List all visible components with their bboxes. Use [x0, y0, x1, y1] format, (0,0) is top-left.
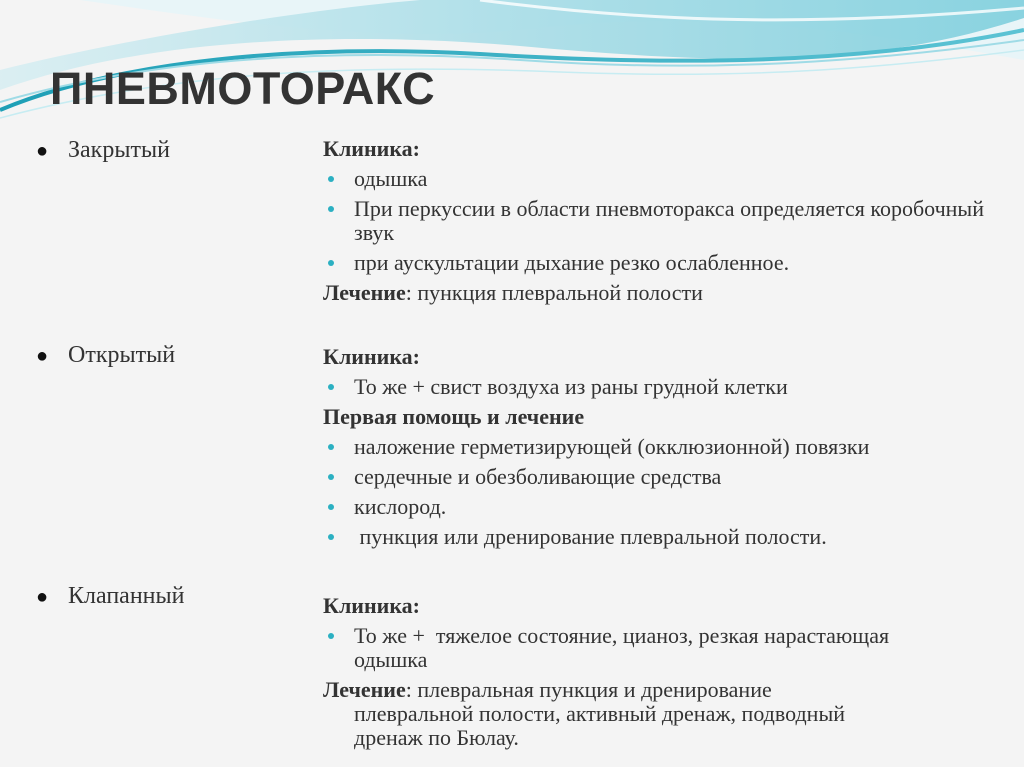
open-section: [323, 345, 1023, 549]
type-open: [36, 341, 175, 370]
teal-bullet-icon: [328, 176, 334, 182]
teal-bullet-icon: [328, 474, 334, 480]
list-item: наложение герметизирующей (окклюзионной) повязки: [323, 435, 1023, 459]
valve-clinic-heading: Клиника:: [323, 593, 420, 618]
list-item: сердечные и обезболивающие средства: [323, 465, 1023, 489]
open-clinic-heading: Клиника:: [323, 344, 420, 369]
list-item: кислород.: [323, 495, 1023, 519]
bullet-icon: ●: [36, 586, 49, 608]
valve-section: [323, 594, 1023, 750]
treatment-text: : пункция плевральной полости: [405, 280, 703, 305]
bullet-icon: ●: [36, 345, 49, 367]
teal-bullet-icon: [328, 534, 334, 540]
open-aid-list: [323, 435, 1023, 549]
list-item: При перкуссии в области пневмоторакса определяется коробочный звук: [323, 197, 1023, 245]
treatment-label: Лечение: [323, 280, 406, 305]
bullet-icon: ●: [36, 140, 49, 162]
teal-bullet-icon: [328, 633, 334, 639]
list-item: при аускультации дыхание резко ослабленное.: [323, 251, 1023, 275]
teal-bullet-icon: [328, 504, 334, 510]
closed-clinic-list: [323, 167, 1023, 275]
teal-bullet-icon: [328, 206, 334, 212]
treatment-text: плевральной полости, активный дренаж, подводный: [354, 701, 846, 726]
type-valve: [36, 582, 184, 611]
treatment-text: дренаж по Бюлау.: [354, 725, 519, 750]
type-label: Открытый: [68, 342, 176, 368]
teal-bullet-icon: [328, 260, 334, 266]
slide-title: ПНЕВМОТОРАКС: [50, 63, 436, 114]
list-item: То же + свист воздуха из раны грудной клетки: [323, 375, 1023, 399]
list-item: То же + тяжелое состояние, цианоз, резкая нарастающая одышка: [323, 624, 914, 672]
closed-clinic-heading: Клиника:: [323, 136, 420, 161]
open-aid-heading: Первая помощь и лечение: [323, 404, 585, 429]
closed-treatment: [323, 281, 1023, 305]
teal-bullet-icon: [328, 384, 334, 390]
list-item: одышка: [323, 167, 1023, 191]
closed-section: [323, 137, 1023, 305]
treatment-text: : плевральная пункция и дренирование: [405, 677, 772, 702]
valve-clinic-list: [323, 624, 1023, 672]
list-item: пункция или дренирование плевральной полости.: [323, 525, 1023, 549]
type-label: Клапанный: [68, 583, 185, 609]
open-clinic-list: [323, 375, 1023, 399]
type-label: Закрытый: [68, 137, 170, 163]
type-closed: [36, 136, 170, 165]
teal-bullet-icon: [328, 444, 334, 450]
treatment-label: Лечение: [323, 677, 406, 702]
valve-treatment: [323, 678, 1023, 750]
